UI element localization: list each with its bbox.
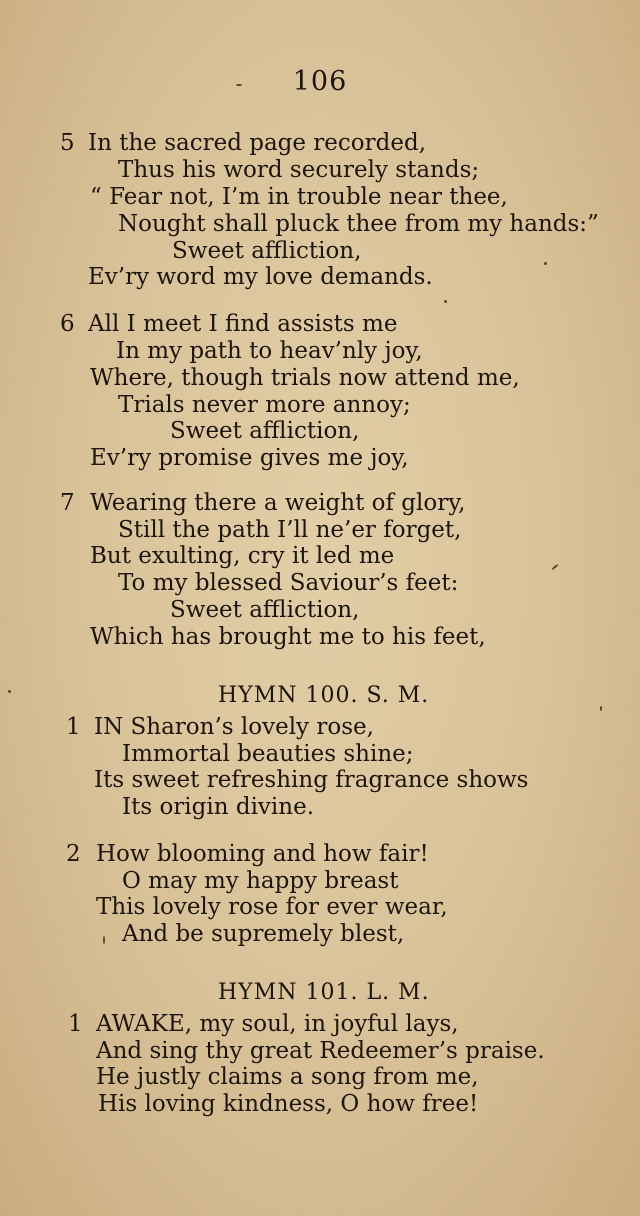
verse-line: In the sacred page recorded, <box>88 130 427 156</box>
paper-speck <box>544 262 547 265</box>
verse-number: 6 <box>60 311 75 337</box>
verse-line: Its origin divine. <box>122 794 315 820</box>
verse-line: Its sweet refreshing fragrance shows <box>94 767 529 793</box>
verse-number: 7 <box>60 490 75 516</box>
paper-speck <box>551 564 558 571</box>
verse-number: 5 <box>60 130 75 156</box>
verse-line: Immortal beauties shine; <box>122 741 414 767</box>
verse-line: Wearing there a weight of glory, <box>90 490 466 516</box>
verse-number: 2 <box>66 841 81 867</box>
verse-line: “ Fear not, I’m in trouble near thee, <box>90 184 508 210</box>
verse-line: Ev’ry promise gives me joy, <box>90 445 409 471</box>
verse-line: And be supremely blest, <box>122 921 405 947</box>
verse-line: To my blessed Saviour’s feet: <box>118 570 459 596</box>
hymn-heading: HYMN 101. L. M. <box>218 980 430 1005</box>
paper-speck <box>103 936 105 944</box>
verse-line: How blooming and how fair! <box>96 841 429 867</box>
verse-line: And sing thy great Redeemer’s praise. <box>96 1038 545 1064</box>
verse-line: Trials never more annoy; <box>118 392 411 418</box>
verse-line: AWAKE, my soul, in joyful lays, <box>96 1011 459 1037</box>
verse-line: In my path to heav’nly joy, <box>116 338 423 364</box>
verse-line: All I meet I find assists me <box>88 311 398 337</box>
verse-line: IN Sharon’s lovely rose, <box>94 714 374 740</box>
page-number: 106 <box>292 66 348 97</box>
verse-line: Which has brought me to his feet, <box>90 624 486 650</box>
verse-line: This lovely rose for ever wear, <box>96 894 448 920</box>
verse-line: Sweet affliction, <box>172 238 362 264</box>
verse-line: Where, though trials now attend me, <box>90 365 520 391</box>
verse-line: Nought shall pluck thee from my hands:” <box>118 211 599 237</box>
verse-line: Sweet affliction, <box>170 597 360 623</box>
verse-line: But exulting, cry it led me <box>90 543 395 569</box>
paper-speck <box>8 690 11 693</box>
hymn-heading: HYMN 100. S. M. <box>218 683 430 708</box>
paper-speck <box>600 706 602 711</box>
verse-line: Still the path I’ll ne’er forget, <box>118 517 462 543</box>
paper-speck <box>236 84 242 86</box>
verse-line: Sweet affliction, <box>170 418 360 444</box>
verse-number: 1 <box>66 714 81 740</box>
paper-speck <box>444 300 447 303</box>
verse-line: Ev’ry word my love demands. <box>88 264 433 290</box>
verse-line: O may my happy breast <box>122 868 399 894</box>
verse-line: His loving kindness, O how free! <box>98 1091 479 1117</box>
verse-line: He justly claims a song from me, <box>96 1064 479 1090</box>
verse-line: Thus his word securely stands; <box>118 157 480 183</box>
verse-number: 1 <box>68 1011 83 1037</box>
